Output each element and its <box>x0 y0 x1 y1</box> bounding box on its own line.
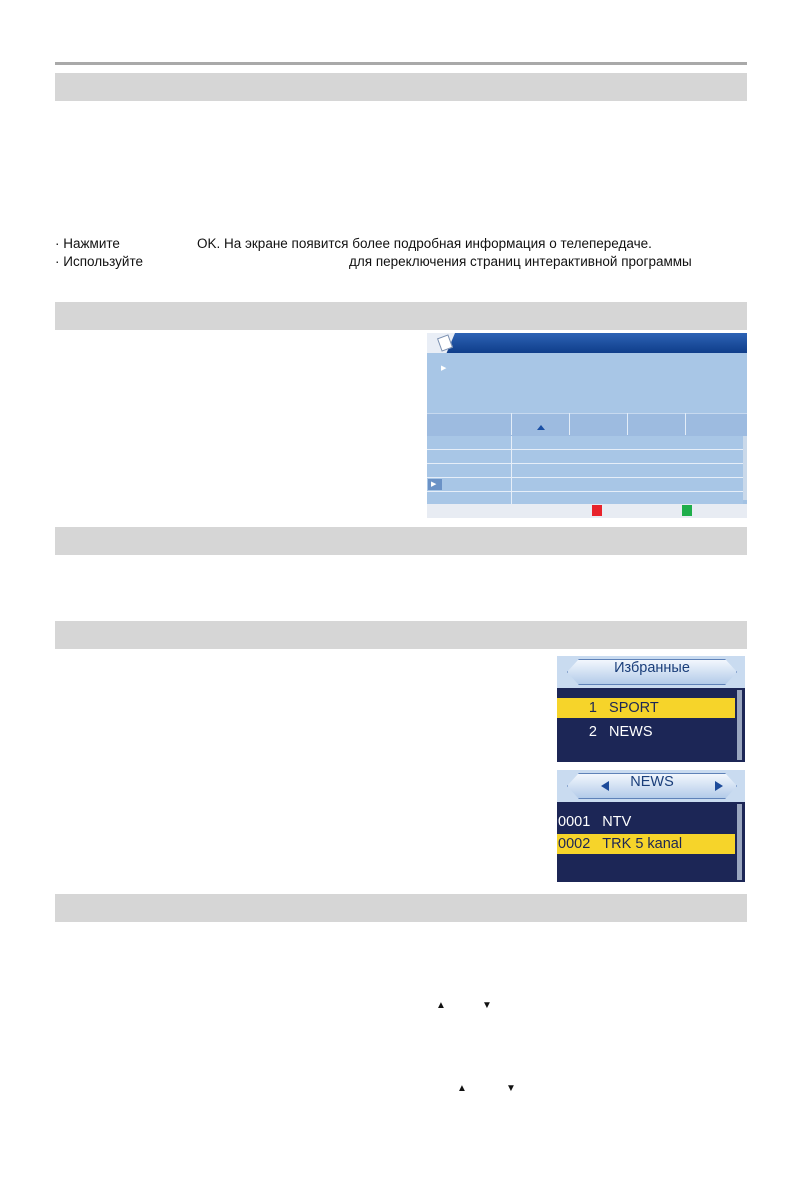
epg-header-divider <box>685 413 686 435</box>
epg-row[interactable] <box>427 450 743 464</box>
bullet-2: · Используйте <box>55 254 144 269</box>
epg-row[interactable] <box>427 464 743 478</box>
favorite-item[interactable] <box>557 698 735 718</box>
epg-header-divider <box>511 413 512 435</box>
favorite-item[interactable] <box>557 722 735 742</box>
epg-footer <box>427 504 747 518</box>
section-header-bar-5 <box>55 894 747 922</box>
epg-title-bar <box>427 333 747 353</box>
red-key-icon <box>592 505 602 516</box>
favorite-name: NEWS <box>609 724 653 740</box>
epg-row[interactable] <box>427 478 743 492</box>
epg-row[interactable] <box>427 436 743 450</box>
bullet-2-lead: Используйте <box>63 254 144 269</box>
sort-up-icon <box>537 425 545 430</box>
section-header-bar-1 <box>55 73 747 101</box>
osd-scrollbar[interactable] <box>737 690 742 760</box>
favorite-num: 2 <box>588 724 597 740</box>
top-rule <box>55 62 747 65</box>
epg-screenshot <box>427 333 747 518</box>
bullet-1: · Нажмите <box>55 236 120 251</box>
favorite-num: 1 <box>588 700 597 716</box>
channel-name: NTV <box>602 814 632 830</box>
arrow-up-icon: ▲ <box>436 1000 446 1011</box>
group-title: NEWS <box>630 774 674 790</box>
bullet-2-text: для переключения страниц интерактивной программы <box>349 254 692 269</box>
play-arrow-icon: ▶ <box>441 365 447 372</box>
osd-scrollbar[interactable] <box>737 804 742 880</box>
channel-num: 0002 <box>558 836 591 852</box>
epg-scrollbar[interactable] <box>743 436 747 500</box>
green-key-icon <box>682 505 692 516</box>
channel-num: 0001 <box>558 814 591 830</box>
epg-header-divider <box>627 413 628 435</box>
bullet-1-lead: Нажмите <box>63 236 120 251</box>
arrow-down-icon: ▼ <box>506 1083 516 1094</box>
epg-info-panel <box>427 353 747 413</box>
group-osd <box>557 770 745 882</box>
favorites-osd <box>557 656 745 762</box>
channel-item[interactable] <box>557 834 735 854</box>
favorites-title: Избранные <box>614 660 690 676</box>
bullet-1-text: OK. На экране появится более подробная информация о телепередаче. <box>197 236 652 251</box>
arrow-up-icon: ▲ <box>457 1083 467 1094</box>
epg-table-header <box>427 413 747 436</box>
epg-header-divider <box>569 413 570 435</box>
epg-column-divider <box>511 436 512 506</box>
section-header-bar-4 <box>55 621 747 649</box>
channel-name: TRK 5 kanal <box>602 836 683 852</box>
channel-item[interactable] <box>557 812 735 832</box>
favorite-name: SPORT <box>609 700 659 716</box>
arrow-down-icon: ▼ <box>482 1000 492 1011</box>
section-header-bar-3 <box>55 527 747 555</box>
row-arrow-icon: ▶ <box>431 481 437 488</box>
section-header-bar-2 <box>55 302 747 330</box>
